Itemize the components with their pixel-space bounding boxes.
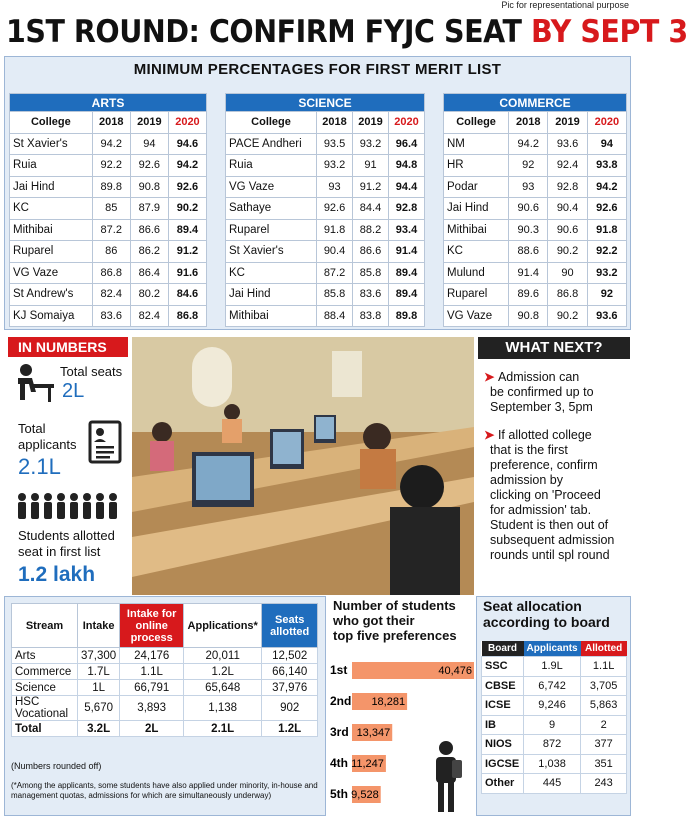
bar-value-label: 40,476	[438, 665, 472, 677]
what-next-item-1: ➤ Admission can be confirmed up to September 3, 5pm	[484, 370, 594, 414]
col-college: College	[10, 112, 93, 134]
stream-cell: Science	[12, 680, 78, 696]
preferences-title: Number of students who got their top five preferences	[333, 598, 457, 643]
table-row	[10, 133, 207, 155]
college-name: VG Vaze	[10, 262, 93, 284]
bar-value-label: 13,347	[356, 727, 391, 739]
stream-cell: 1.1L	[120, 664, 184, 680]
percentage-cell: 90.2	[168, 198, 206, 220]
percentage-cell: 94.2	[92, 133, 130, 155]
table-row	[226, 133, 425, 155]
board-cell: CBSE	[482, 676, 524, 696]
percentage-cell: 94.2	[168, 155, 206, 177]
headline-accent: BY SEPT 3	[530, 14, 688, 50]
board-cell: Other	[482, 774, 524, 794]
stream-cell: Total	[12, 721, 78, 737]
college-name: KJ Somaiya	[10, 305, 93, 327]
col-applications: Applications*	[184, 604, 262, 648]
board-cell: 9	[524, 715, 581, 735]
col-allotted: Allotted	[581, 641, 627, 657]
table-row	[482, 735, 627, 755]
student-desk-icon	[12, 362, 56, 404]
stream-cell: 37,976	[262, 680, 318, 696]
stream-table	[11, 603, 318, 737]
commerce-header: COMMERCE	[444, 94, 627, 112]
col-seats-allotted: Seats allotted	[262, 604, 318, 648]
merit-title: MINIMUM PERCENTAGES FOR FIRST MERIT LIST	[133, 61, 502, 78]
allotted-label: Students allotted	[18, 528, 115, 543]
stream-cell: 37,300	[78, 648, 120, 664]
stream-cell: 902	[262, 696, 318, 721]
percentage-cell: 90.6	[509, 198, 548, 220]
percentage-cell: 90.4	[317, 241, 353, 263]
college-name: Ruia	[10, 155, 93, 177]
board-cell: 351	[581, 754, 627, 774]
col-college: College	[444, 112, 509, 134]
what-next-item-2: ➤ If allotted college that is the first preference, confirm admission by clicking on 'Proceed for admission' tab. Student is then out of subsequent admission rounds until spl round	[484, 428, 615, 562]
table-row	[12, 680, 318, 696]
college-name: Ruparel	[226, 219, 317, 241]
in-numbers-tag: IN NUMBERS	[8, 337, 128, 357]
percentage-cell: 93.8	[587, 155, 626, 177]
board-table-body	[482, 657, 627, 794]
table-row	[482, 676, 627, 696]
college-name: Ruparel	[10, 241, 93, 263]
table-row	[10, 219, 207, 241]
percentage-cell: 94.8	[388, 155, 424, 177]
percentage-cell: 85.8	[317, 284, 353, 306]
table-row	[482, 696, 627, 716]
merit-panel	[4, 56, 631, 330]
percentage-cell: 89.8	[92, 176, 130, 198]
college-name: Mithibai	[10, 219, 93, 241]
board-cell: 377	[581, 735, 627, 755]
headline	[6, 14, 688, 54]
percentage-cell: 90.8	[509, 305, 548, 327]
board-cell: SSC	[482, 657, 524, 677]
total-seats-label: Total seats	[60, 364, 123, 379]
percentage-cell: 86.8	[92, 262, 130, 284]
students-group-icon	[16, 492, 128, 520]
college-name: Mulund	[444, 262, 509, 284]
percentage-cell: 86	[92, 241, 130, 263]
percentage-cell: 94	[130, 133, 168, 155]
percentage-cell: 82.4	[130, 305, 168, 327]
col-year: 2020	[388, 112, 424, 134]
stream-cell: 2.1L	[184, 721, 262, 737]
college-name: St Andrew's	[10, 284, 93, 306]
table-row	[12, 696, 318, 721]
percentage-cell: 86.8	[548, 284, 587, 306]
board-cell: 2	[581, 715, 627, 735]
percentage-cell: 94.6	[168, 133, 206, 155]
stream-cell: 66,140	[262, 664, 318, 680]
col-applicants: Applicants	[524, 641, 581, 657]
commerce-table	[443, 93, 627, 327]
arrow-icon: ➤	[484, 370, 498, 384]
table-row	[444, 305, 627, 327]
percentage-cell: 80.2	[130, 284, 168, 306]
photo-caption: Pic for representational purpose	[501, 0, 629, 10]
arts-table	[9, 93, 207, 327]
college-name: Jai Hind	[226, 284, 317, 306]
table-row	[226, 176, 425, 198]
stream-cell: Commerce	[12, 664, 78, 680]
percentage-cell: 91.2	[353, 176, 389, 198]
percentage-cell: 91	[353, 155, 389, 177]
stream-cell: 24,176	[120, 648, 184, 664]
stream-cell: 3.2L	[78, 721, 120, 737]
table-row	[482, 754, 627, 774]
percentage-cell: 90.2	[548, 305, 587, 327]
table-row	[10, 262, 207, 284]
board-cell: 445	[524, 774, 581, 794]
stream-cell: Arts	[12, 648, 78, 664]
percentage-cell: 93.2	[317, 155, 353, 177]
college-name: KC	[444, 241, 509, 263]
percentage-cell: 94.4	[388, 176, 424, 198]
board-cell: 1.1L	[581, 657, 627, 677]
table-row	[12, 648, 318, 664]
percentage-cell: 89.4	[388, 262, 424, 284]
college-name: Jai Hind	[444, 198, 509, 220]
stream-cell: 1L	[78, 680, 120, 696]
college-name: HR	[444, 155, 509, 177]
note-rounded: (Numbers rounded off)	[11, 761, 102, 771]
board-cell: 3,705	[581, 676, 627, 696]
student-backpack-icon	[428, 740, 464, 814]
percentage-cell: 90.8	[130, 176, 168, 198]
stream-cell: 1,138	[184, 696, 262, 721]
col-year: 2019	[353, 112, 389, 134]
college-name: Mithibai	[444, 219, 509, 241]
college-name: Ruia	[226, 155, 317, 177]
headline-main: 1ST ROUND: CONFIRM FYJC SEAT	[6, 14, 531, 50]
table-row	[10, 155, 207, 177]
percentage-cell: 93.2	[353, 133, 389, 155]
percentage-cell: 93.5	[317, 133, 353, 155]
percentage-cell: 91.8	[587, 219, 626, 241]
table-row	[444, 155, 627, 177]
percentage-cell: 88.4	[317, 305, 353, 327]
science-table	[225, 93, 425, 327]
bar-category-label: 5th	[330, 787, 348, 801]
board-cell: NIOS	[482, 735, 524, 755]
percentage-cell: 91.2	[168, 241, 206, 263]
percentage-cell: 93	[509, 176, 548, 198]
college-name: St Xavier's	[10, 133, 93, 155]
percentage-cell: 93	[317, 176, 353, 198]
board-cell: 243	[581, 774, 627, 794]
percentage-cell: 96.4	[388, 133, 424, 155]
percentage-cell: 89.8	[388, 305, 424, 327]
board-cell: IGCSE	[482, 754, 524, 774]
percentage-cell: 87.2	[92, 219, 130, 241]
college-name: Ruparel	[444, 284, 509, 306]
percentage-cell: 83.8	[353, 305, 389, 327]
table-row	[444, 284, 627, 306]
board-cell: 5,863	[581, 696, 627, 716]
college-name: Mithibai	[226, 305, 317, 327]
bar-category-label: 2nd	[330, 694, 352, 708]
percentage-cell: 92.6	[587, 198, 626, 220]
table-row	[10, 305, 207, 327]
college-name: KC	[226, 262, 317, 284]
stream-cell: 1.2L	[262, 721, 318, 737]
percentage-cell: 92.6	[130, 155, 168, 177]
percentage-cell: 91.8	[317, 219, 353, 241]
computer-lab-photo	[132, 337, 474, 595]
percentage-cell: 92.4	[548, 155, 587, 177]
table-row	[226, 284, 425, 306]
col-year: 2019	[130, 112, 168, 134]
table-row	[226, 198, 425, 220]
arts-header: ARTS	[10, 94, 207, 112]
allotted-value: 1.2 lakh	[18, 563, 96, 586]
percentage-cell: 93.2	[587, 262, 626, 284]
allotted-label-2: seat in first list	[18, 544, 101, 559]
stream-cell: 2L	[120, 721, 184, 737]
college-name: Jai Hind	[10, 176, 93, 198]
percentage-cell: 83.6	[92, 305, 130, 327]
board-cell: 872	[524, 735, 581, 755]
board-cell: IB	[482, 715, 524, 735]
percentage-cell: 83.6	[353, 284, 389, 306]
stream-cell: 1.7L	[78, 664, 120, 680]
percentage-cell: 92.2	[92, 155, 130, 177]
col-year: 2018	[317, 112, 353, 134]
percentage-cell: 93.4	[388, 219, 424, 241]
percentage-cell: 89.4	[388, 284, 424, 306]
board-table	[481, 641, 627, 794]
percentage-cell: 92	[509, 155, 548, 177]
stream-cell: 3,893	[120, 696, 184, 721]
percentage-cell: 86.8	[168, 305, 206, 327]
percentage-cell: 92	[587, 284, 626, 306]
board-cell: 1.9L	[524, 657, 581, 677]
percentage-cell: 94.2	[587, 176, 626, 198]
table-row	[444, 176, 627, 198]
note-applicants: (*Among the applicants, some students have also applied under minority, in-house and management quotas, admissions for which are simultaneously underway)	[11, 781, 318, 800]
percentage-cell: 89.4	[168, 219, 206, 241]
table-row	[10, 198, 207, 220]
col-year: 2020	[587, 112, 626, 134]
table-row	[444, 133, 627, 155]
percentage-cell: 91.6	[168, 262, 206, 284]
col-year: 2018	[92, 112, 130, 134]
percentage-cell: 85.8	[353, 262, 389, 284]
percentage-cell: 93.6	[548, 133, 587, 155]
stream-panel	[4, 596, 326, 816]
college-name: VG Vaze	[226, 176, 317, 198]
college-name: NM	[444, 133, 509, 155]
percentage-cell: 90.2	[548, 241, 587, 263]
science-header: SCIENCE	[226, 94, 425, 112]
bar-value-label: 18,281	[371, 696, 406, 708]
board-cell: ICSE	[482, 696, 524, 716]
col-stream: Stream	[12, 604, 78, 648]
college-name: KC	[10, 198, 93, 220]
stream-table-body	[12, 648, 318, 737]
board-cell: 9,246	[524, 696, 581, 716]
table-row	[226, 262, 425, 284]
table-row	[444, 262, 627, 284]
percentage-cell: 90.4	[548, 198, 587, 220]
college-name: VG Vaze	[444, 305, 509, 327]
stream-cell: 5,670	[78, 696, 120, 721]
percentage-cell: 92.6	[168, 176, 206, 198]
total-applicants-label-2: applicants	[18, 437, 77, 452]
what-next-tag: WHAT NEXT?	[478, 337, 630, 359]
col-intake: Intake	[78, 604, 120, 648]
table-row	[444, 198, 627, 220]
table-row	[444, 241, 627, 263]
stream-cell: 1.2L	[184, 664, 262, 680]
percentage-cell: 90.3	[509, 219, 548, 241]
stream-cell: 12,502	[262, 648, 318, 664]
stream-cell: 66,791	[120, 680, 184, 696]
percentage-cell: 86.2	[130, 241, 168, 263]
table-row	[226, 241, 425, 263]
table-row	[226, 155, 425, 177]
percentage-cell: 91.4	[509, 262, 548, 284]
table-row	[482, 774, 627, 794]
percentage-cell: 84.4	[353, 198, 389, 220]
percentage-cell: 88.2	[353, 219, 389, 241]
percentage-cell: 89.6	[509, 284, 548, 306]
percentage-cell: 87.2	[317, 262, 353, 284]
stream-cell: 65,648	[184, 680, 262, 696]
col-year: 2018	[509, 112, 548, 134]
percentage-cell: 90	[548, 262, 587, 284]
bar-value-label: 11,247	[351, 758, 384, 770]
stream-cell: 20,011	[184, 648, 262, 664]
percentage-cell: 92.8	[388, 198, 424, 220]
college-name: St Xavier's	[226, 241, 317, 263]
table-row	[482, 715, 627, 735]
total-seats-value: 2L	[62, 380, 85, 402]
college-name: Sathaye	[226, 198, 317, 220]
board-cell: 6,742	[524, 676, 581, 696]
bar-value-label: 9,528	[351, 789, 379, 801]
percentage-cell: 84.6	[168, 284, 206, 306]
percentage-cell: 94.2	[509, 133, 548, 155]
table-row	[10, 284, 207, 306]
table-row	[444, 219, 627, 241]
percentage-cell: 82.4	[92, 284, 130, 306]
college-name: PACE Andheri	[226, 133, 317, 155]
percentage-cell: 86.6	[130, 219, 168, 241]
table-row	[226, 219, 425, 241]
computer-lab-illustration	[132, 337, 474, 595]
percentage-cell: 86.6	[353, 241, 389, 263]
arrow-icon: ➤	[484, 428, 498, 442]
percentage-cell: 90.6	[548, 219, 587, 241]
col-year: 2019	[548, 112, 587, 134]
total-applicants-value: 2.1L	[18, 454, 61, 479]
board-title: Seat allocation according to board	[483, 598, 610, 630]
col-college: College	[226, 112, 317, 134]
percentage-cell: 91.4	[388, 241, 424, 263]
board-cell: 1,038	[524, 754, 581, 774]
percentage-cell: 92.2	[587, 241, 626, 263]
college-name: Podar	[444, 176, 509, 198]
percentage-cell: 92.8	[548, 176, 587, 198]
table-row	[482, 657, 627, 677]
bar-category-label: 3rd	[330, 725, 349, 739]
percentage-cell: 92.6	[317, 198, 353, 220]
percentage-cell: 85	[92, 198, 130, 220]
col-intake-online: Intake for online process	[120, 604, 184, 648]
col-board: Board	[482, 641, 524, 657]
percentage-cell: 88.6	[509, 241, 548, 263]
table-row	[226, 305, 425, 327]
table-row	[12, 721, 318, 737]
percentage-cell: 87.9	[130, 198, 168, 220]
total-applicants-label: Total	[18, 421, 46, 436]
col-year: 2020	[168, 112, 206, 134]
percentage-cell: 86.4	[130, 262, 168, 284]
table-row	[10, 241, 207, 263]
table-row	[12, 664, 318, 680]
table-row	[10, 176, 207, 198]
application-form-icon	[84, 420, 124, 466]
stream-cell: HSC Vocational	[12, 696, 78, 721]
percentage-cell: 93.6	[587, 305, 626, 327]
bar-category-label: 4th	[330, 756, 348, 770]
percentage-cell: 94	[587, 133, 626, 155]
bar-category-label: 1st	[330, 663, 348, 677]
